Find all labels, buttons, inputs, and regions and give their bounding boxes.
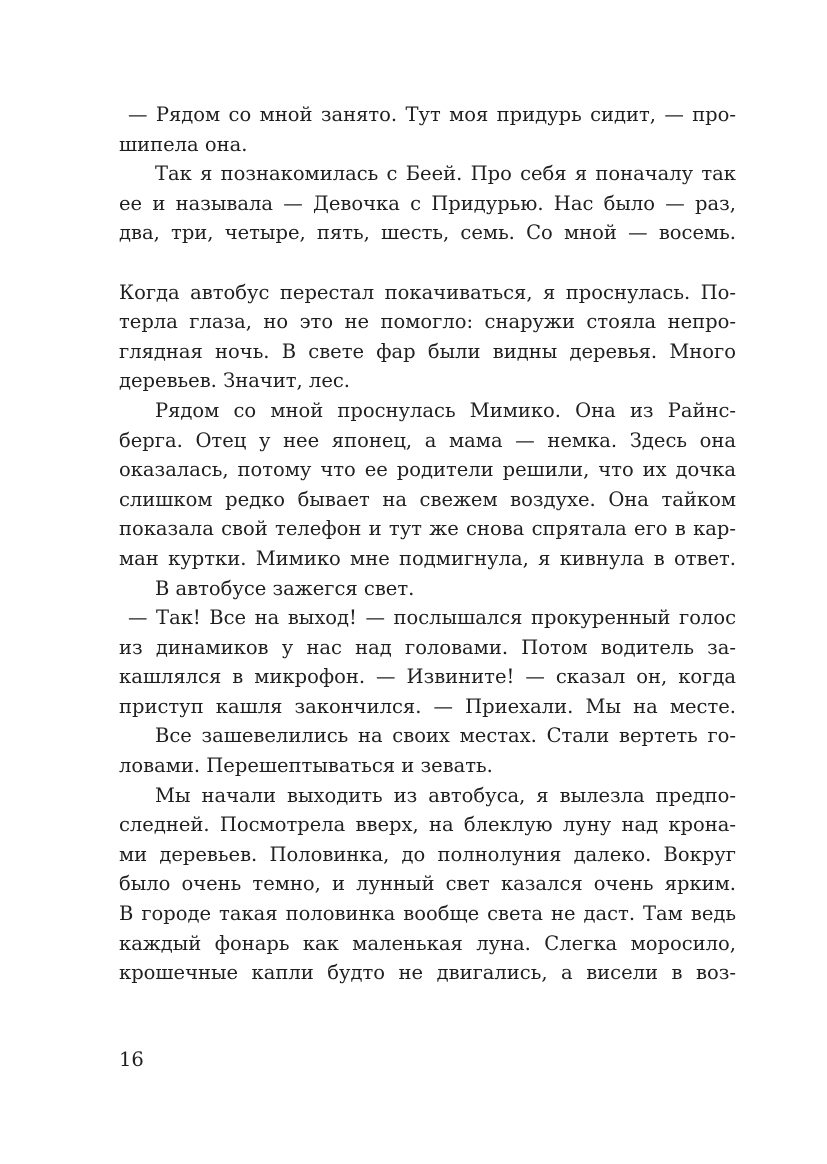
text-line: кашлялся в микрофон. — Извините! — сказал он, когда xyxy=(119,665,736,689)
text-line: Так я познакомилась с Беей. Про себя я поначалу так xyxy=(155,162,736,186)
paragraph xyxy=(119,781,736,988)
text-line: ловами. Перешептываться и зевать. xyxy=(119,754,493,778)
paragraph xyxy=(119,603,736,721)
paragraph xyxy=(119,396,736,574)
text-line: Мы начали выходить из автобуса, я вылезла предпо- xyxy=(155,783,736,807)
text-line: Рядом со мной проснулась Мимико. Она из Райнс- xyxy=(155,398,736,422)
text-line: каждый фонарь как маленькая луна. Слегка моросило, xyxy=(119,931,736,955)
text-line: ми деревьев. Половинка, до полнолуния далеко. Вокруг xyxy=(119,842,736,866)
text-line: терла глаза, но это не помогло: снаружи стояла непро- xyxy=(119,310,736,334)
text-line: В автобусе зажегся свет. xyxy=(155,576,415,600)
paragraph xyxy=(119,721,736,780)
text-line: шипела она. xyxy=(119,132,248,156)
text-line: слишком редко бывает на свежем воздухе. Она тайком xyxy=(119,487,736,511)
text-line: оказалась, потому что ее родители решили, что их дочка xyxy=(119,458,736,482)
text-line: крошечные капли будто не двигались, а висели в воз- xyxy=(119,961,736,985)
text-line: ман куртки. Мимико мне подмигнула, я кивнула в ответ. xyxy=(119,546,736,570)
text-line: ее и называла — Девочка с Придурью. Нас было — раз, xyxy=(119,191,736,215)
text-line: деревьев. Значит, лес. xyxy=(119,369,350,393)
paragraph xyxy=(119,159,736,248)
text-line: глядная ночь. В свете фар были видны деревья. Много xyxy=(119,339,736,363)
section-break xyxy=(119,248,736,278)
text-line: показала свой телефон и тут же снова спрятала его в кар- xyxy=(119,517,736,541)
text-line: — Так! Все на выход! — послышался прокуренный голос xyxy=(128,606,736,630)
text-line: берга. Отец у нее японец, а мама — немка. Здесь она xyxy=(119,428,736,452)
text-line: два, три, четыре, пять, шесть, семь. Со мной — восемь. xyxy=(119,221,736,245)
text-line: Когда автобус перестал покачиваться, я проснулась. По- xyxy=(119,280,736,304)
text-line: В городе такая половинка вообще света не даст. Там ведь xyxy=(119,902,736,926)
text-line: следней. Посмотрела вверх, на блеклую луну над крона- xyxy=(119,813,736,837)
text-line: Все зашевелились на своих местах. Стали вертеть го- xyxy=(155,724,736,748)
text-line: — Рядом со мной занято. Тут моя придурь сидит, — про- xyxy=(128,103,736,126)
text-line: из динамиков у нас над головами. Потом водитель за- xyxy=(119,635,736,659)
paragraph xyxy=(119,278,736,396)
page-number: 16 xyxy=(119,1048,144,1071)
text-line: было очень темно, и лунный свет казался очень ярким. xyxy=(119,872,736,896)
body-text xyxy=(119,100,736,988)
text-line: приступ кашля закончился. — Приехали. Мы на месте. xyxy=(119,694,736,718)
paragraph xyxy=(119,100,736,159)
paragraph xyxy=(119,574,736,604)
